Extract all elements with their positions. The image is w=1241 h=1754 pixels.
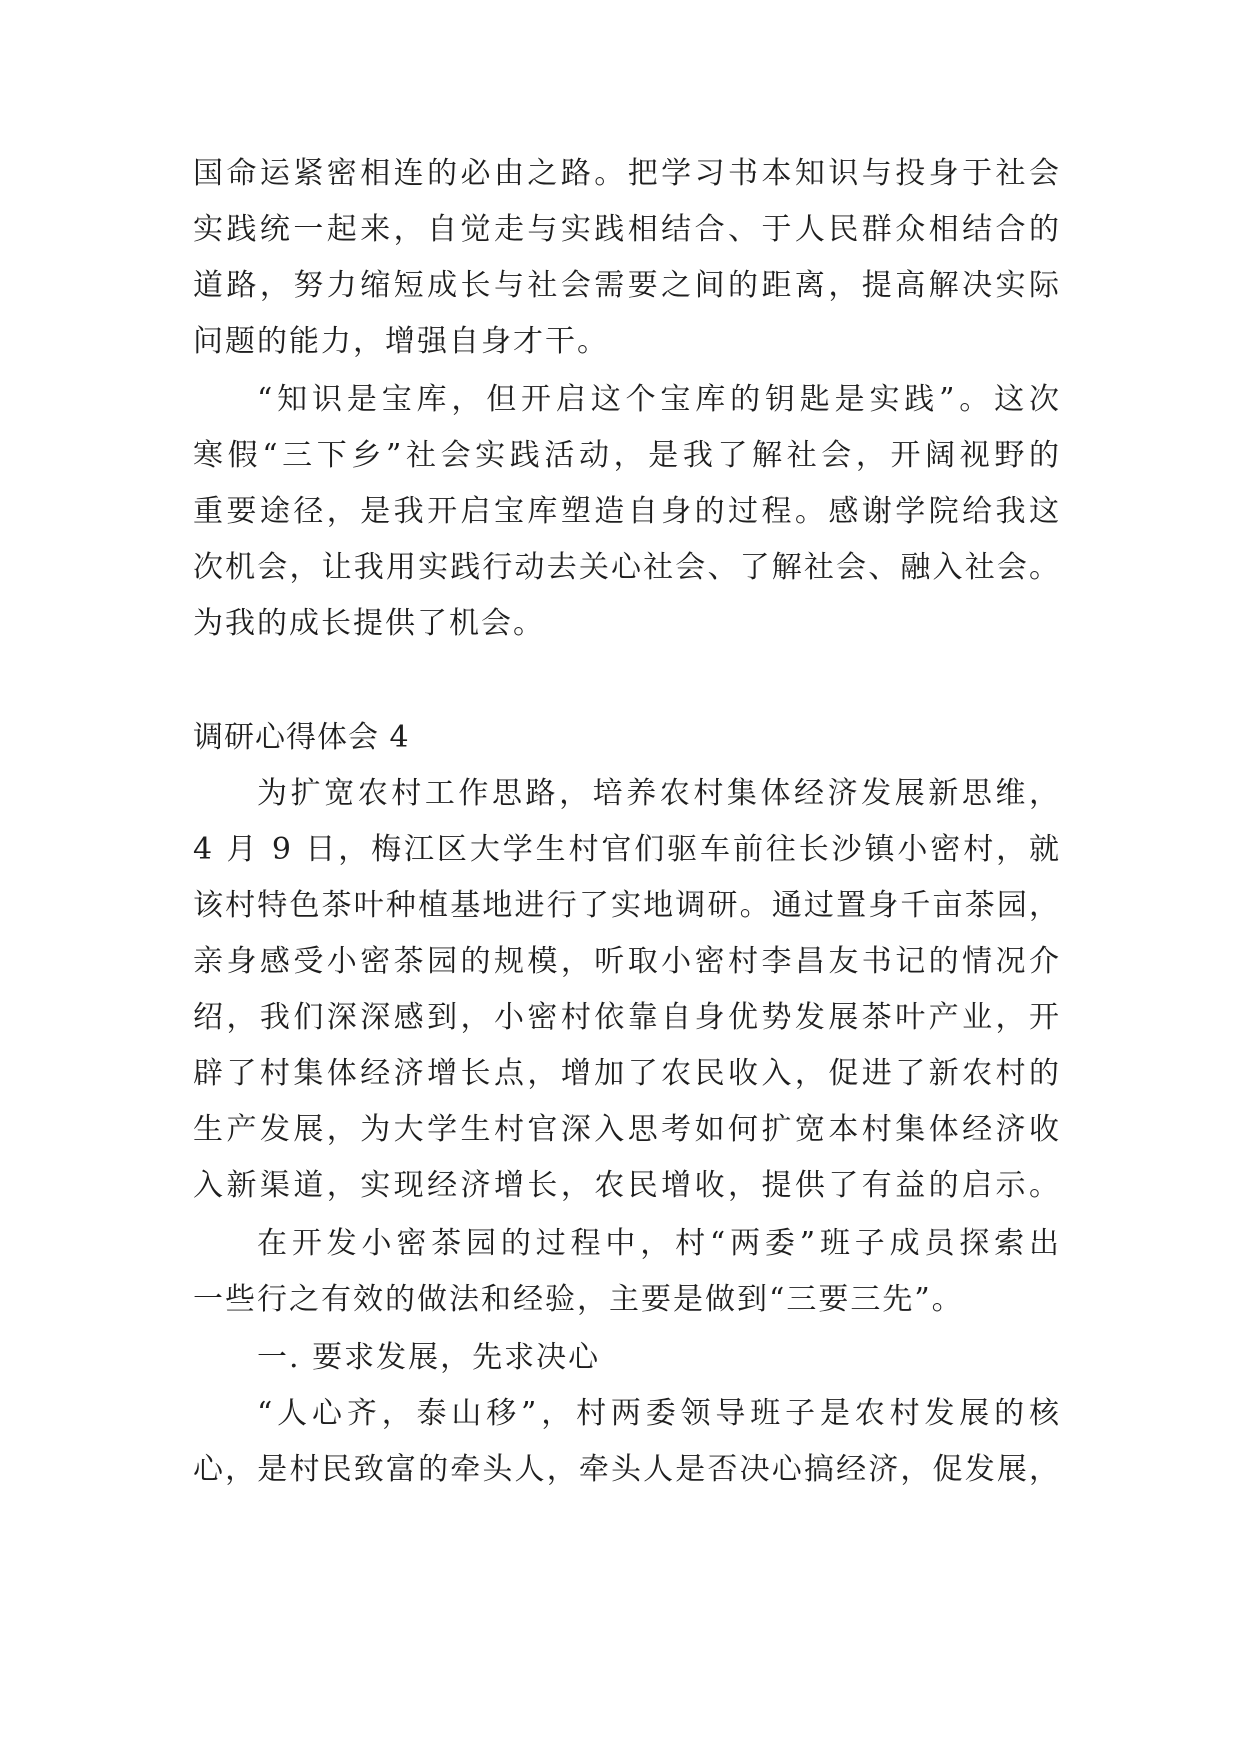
paragraph-line: 亲身感受小密茶园的规模，听取小密村李昌友书记的情况介 bbox=[193, 944, 1061, 979]
paragraph-line: 次机会，让我用实践行动去关心社会、了解社会、融入社会。 bbox=[193, 550, 1061, 585]
paragraph-line: 4 月 9 日，梅江区大学生村官们驱车前往长沙镇小密村，就 bbox=[193, 832, 1061, 867]
paragraph-line: 辟了村集体经济增长点，增加了农民收入，促进了新农村的 bbox=[193, 1056, 1061, 1091]
paragraph-line: 生产发展，为大学生村官深入思考如何扩宽本村集体经济收 bbox=[193, 1112, 1061, 1147]
paragraph-line: 为扩宽农村工作思路，培养农村集体经济发展新思维， bbox=[257, 776, 1061, 811]
paragraph-line: 问题的能力，增强自身才干。 bbox=[193, 324, 609, 359]
paragraph-line: 入新渠道，实现经济增长，农民增收，提供了有益的启示。 bbox=[193, 1168, 1061, 1203]
paragraph-line: 一些行之有效的做法和经验，主要是做到“三要三先”。 bbox=[193, 1282, 964, 1317]
paragraph-line: 道路，努力缩短成长与社会需要之间的距离，提高解决实际 bbox=[193, 268, 1061, 303]
paragraph-line: 心，是村民致富的牵头人，牵头人是否决心搞经济，促发展， bbox=[193, 1452, 1061, 1487]
paragraph-line: 重要途径，是我开启宝库塑造自身的过程。感谢学院给我这 bbox=[193, 494, 1061, 529]
paragraph-line: 在开发小密茶园的过程中，村“两委”班子成员探索出 bbox=[257, 1226, 1061, 1261]
paragraph-line: 该村特色茶叶种植基地进行了实地调研。通过置身千亩茶园， bbox=[193, 888, 1061, 923]
paragraph-line: 绍，我们深深感到，小密村依靠自身优势发展茶叶产业，开 bbox=[193, 1000, 1061, 1035]
paragraph-line: 为我的成长提供了机会。 bbox=[193, 606, 545, 641]
paragraph-line: 寒假“三下乡”社会实践活动，是我了解社会，开阔视野的 bbox=[193, 438, 1061, 473]
paragraph-line: 国命运紧密相连的必由之路。把学习书本知识与投身于社会 bbox=[193, 156, 1061, 191]
section-title: 调研心得体会 4 bbox=[193, 720, 410, 755]
paragraph-line: “知识是宝库，但开启这个宝库的钥匙是实践”。这次 bbox=[257, 382, 1061, 417]
paragraph-line: 实践统一起来，自觉走与实践相结合、于人民群众相结合的 bbox=[193, 212, 1061, 247]
point-heading: 一. 要求发展，先求决心 bbox=[257, 1340, 601, 1375]
paragraph-line: “人心齐，泰山移”，村两委领导班子是农村发展的核 bbox=[257, 1396, 1061, 1431]
